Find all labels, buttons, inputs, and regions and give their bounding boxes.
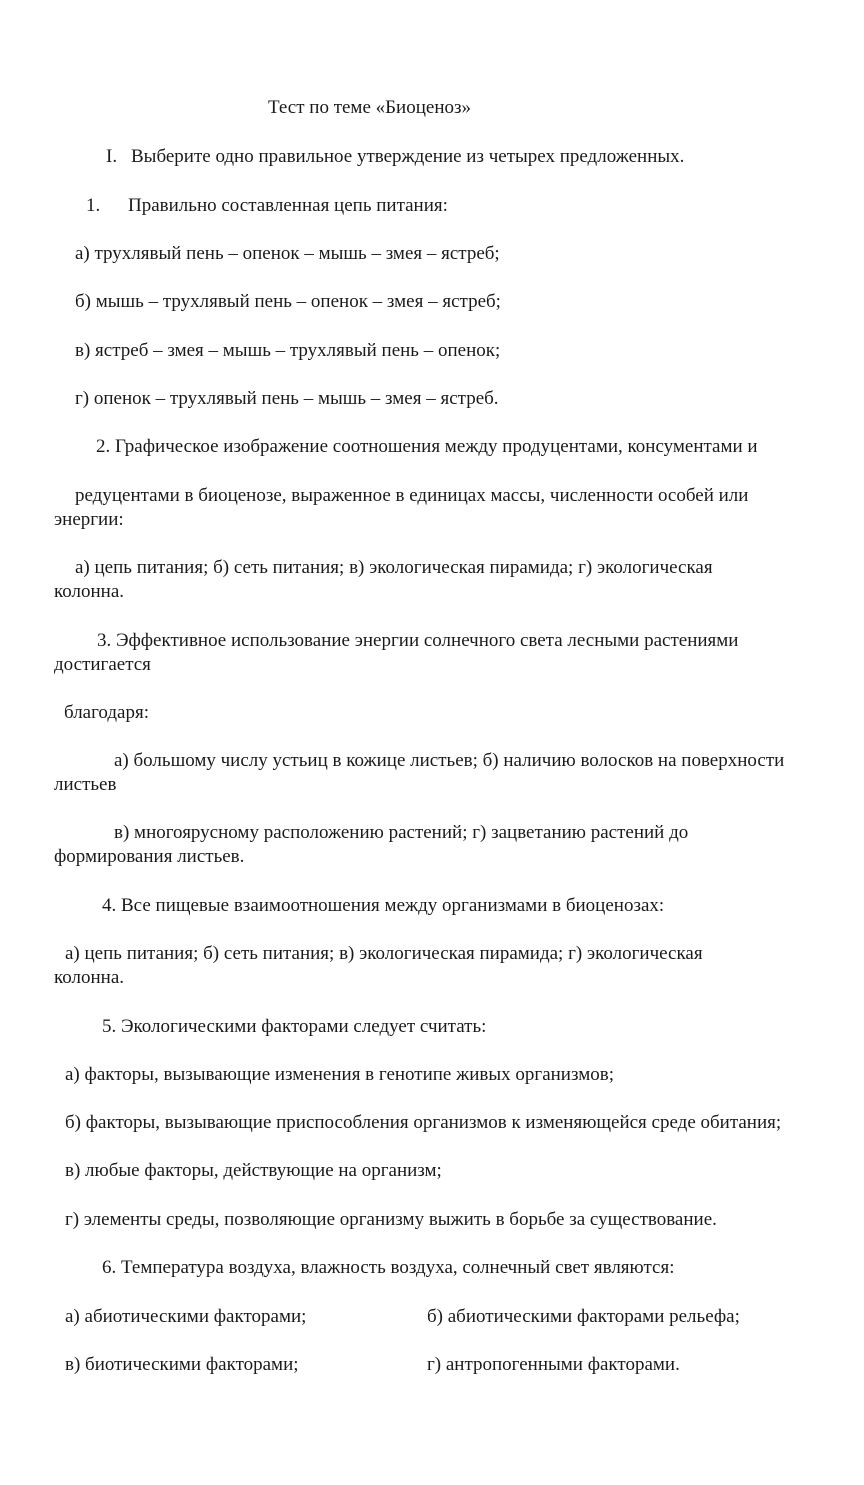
question-1-option-a: а) трухлявый пень – опенок – мышь – змея – ястреб;	[75, 243, 500, 264]
section-numeral: I.	[106, 146, 118, 167]
question-2-options-line-2: колонна.	[54, 581, 125, 602]
question-5-option-c: в) любые факторы, действующие на организм;	[65, 1160, 442, 1181]
question-3-options-line-2: листьев	[54, 774, 117, 795]
question-6-option-a: а) абиотическими факторами;	[65, 1306, 307, 1327]
question-3-line-2: достигается	[54, 654, 151, 675]
section-instruction: Выберите одно правильное утверждение из четырех предложенных.	[131, 146, 685, 167]
question-6-line-1: 6. Температура воздуха, влажность воздуха, солнечный свет являются:	[102, 1257, 675, 1278]
question-5-line-1: 5. Экологическими факторами следует считать:	[102, 1016, 487, 1037]
question-6-option-c: в) биотическими факторами;	[65, 1354, 299, 1375]
question-3-line-3: благодаря:	[64, 702, 149, 723]
question-6-option-b: б) абиотическими факторами рельефа;	[427, 1306, 740, 1327]
question-1-option-d: г) опенок – трухлявый пень – мышь – змея – ястреб.	[75, 388, 499, 409]
question-1-option-b: б) мышь – трухлявый пень – опенок – змея – ястреб;	[75, 291, 501, 312]
question-2-line-3: энергии:	[54, 509, 124, 530]
question-5-option-a: а) факторы, вызывающие изменения в генотипе живых организмов;	[65, 1064, 614, 1085]
question-4-options-line-2: колонна.	[54, 967, 125, 988]
question-3-options-line-1: а) большому числу устьиц в кожице листьев; б) наличию волосков на поверхности	[114, 750, 785, 771]
question-4-line-1: 4. Все пищевые взаимоотношения между организмами в биоценозах:	[102, 895, 665, 916]
document-title: Тест по теме «Биоценоз»	[268, 97, 471, 118]
question-1-option-c: в) ястреб – змея – мышь – трухлявый пень – опенок;	[75, 340, 501, 361]
question-5-option-b: б) факторы, вызывающие приспособления организмов к изменяющейся среде обитания;	[65, 1112, 782, 1133]
question-3-options-line-4: формирования листьев.	[54, 846, 245, 867]
question-3-line-1: 3. Эффективное использование энергии солнечного света лесными растениями	[97, 630, 739, 651]
question-6-option-d: г) антропогенными факторами.	[427, 1354, 680, 1375]
question-3-options-line-3: в) многоярусному расположению растений; г) зацветанию растений до	[114, 822, 689, 843]
question-2-options-line-1: а) цепь питания; б) сеть питания; в) экологическая пирамида; г) экологическая	[75, 557, 713, 578]
question-5-option-d: г) элементы среды, позволяющие организму выжить в борьбе за существование.	[65, 1209, 717, 1230]
question-2-line-1: 2. Графическое изображение соотношения между продуцентами, консументами и	[96, 436, 758, 457]
question-1-number: 1.	[86, 195, 101, 216]
question-4-options-line-1: а) цепь питания; б) сеть питания; в) экологическая пирамида; г) экологическая	[65, 943, 703, 964]
question-2-line-2: редуцентами в биоценозе, выраженное в единицах массы, численности особей или	[75, 485, 749, 506]
question-1-text: Правильно составленная цепь питания:	[128, 195, 448, 216]
